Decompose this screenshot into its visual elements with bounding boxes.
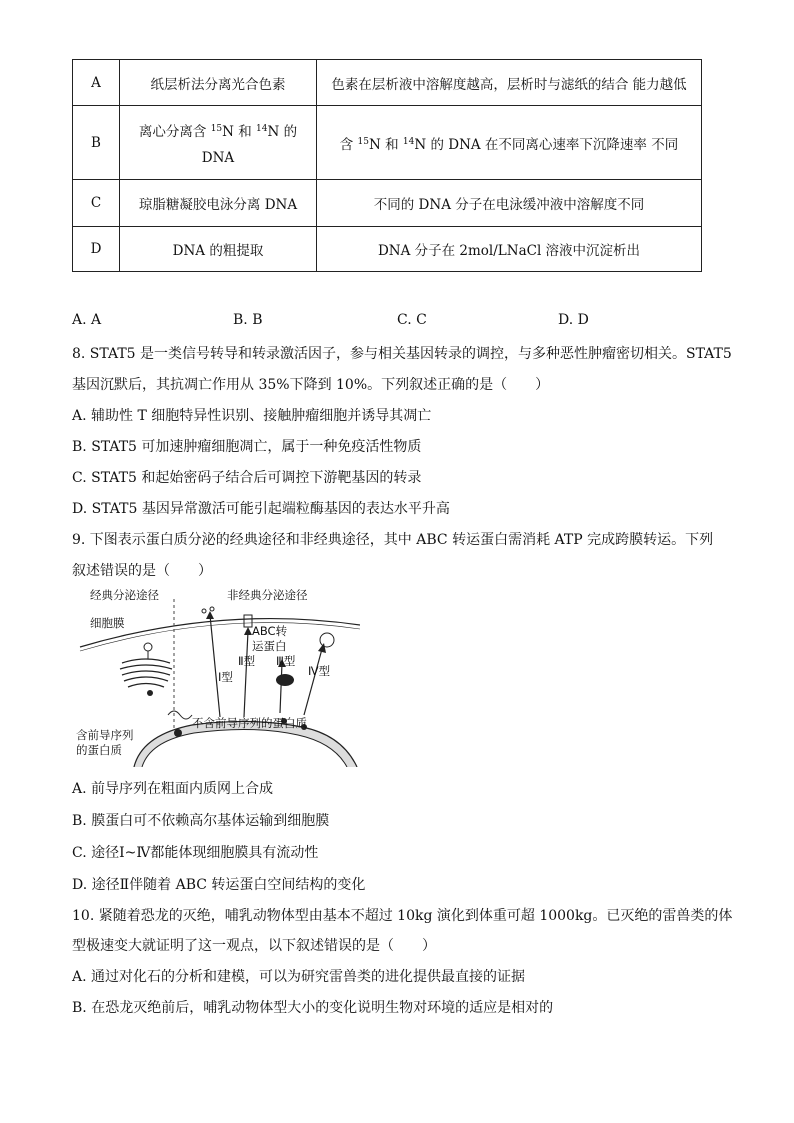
label-abc1: ABC转: [252, 624, 288, 638]
label-type1: Ⅰ型: [218, 670, 233, 684]
table-row: [73, 180, 702, 227]
label-type3: Ⅲ型: [276, 654, 296, 668]
q7-option-b[interactable]: B. B: [233, 312, 263, 328]
label-nonclassic: 非经典分泌途径: [227, 588, 308, 602]
q8-option-c[interactable]: C. STAT5 和起始密码子结合后可调控下游靶基因的转录: [72, 470, 422, 486]
q9-stem-line1: 9. 下图表示蛋白质分泌的经典途径和非经典途径，其中 ABC 转运蛋白需消耗 ATP 完成跨膜转运。下列: [72, 532, 714, 548]
path-type2-arrow: [244, 631, 248, 717]
path-type4-arrow: [304, 649, 322, 715]
row-letter: B: [73, 106, 120, 180]
row-letter: C: [73, 180, 120, 227]
q8-option-a[interactable]: A. 辅助性 T 细胞特异性识别、接触肿瘤细胞并诱导其凋亡: [72, 408, 432, 424]
label-classic: 经典分泌途径: [90, 588, 159, 602]
label-with-signal-1: 含前导序列: [76, 728, 134, 742]
q10-option-b[interactable]: B. 在恐龙灭绝前后，哺乳动物体型大小的变化说明生物对环境的适应是相对的: [72, 1000, 554, 1016]
row-principle: 含 $^{15}$N 和 $^{14}$N 的 DNA 在不同离心速率下沉降速率 不同: [317, 106, 702, 180]
q9-stem-line2: 叙述错误的是（ ）: [72, 563, 212, 579]
q7-option-d[interactable]: D. D: [558, 312, 589, 328]
q8-stem-line2: 基因沉默后，其抗凋亡作用从 35%下降到 10%。下列叙述正确的是（ ）: [72, 377, 550, 393]
row-method: 纸层析法分离光合色素: [120, 60, 317, 106]
q8-stem-line1: 8. STAT5 是一类信号转导和转录激活因子，参与相关基因转录的调控，与多种恶性肿瘤密切相关。STAT5: [72, 346, 732, 362]
q9-option-d[interactable]: D. 途径Ⅱ伴随着 ABC 转运蛋白空间结构的变化: [72, 877, 366, 893]
label-type4: Ⅳ型: [308, 664, 331, 678]
q8-option-b[interactable]: B. STAT5 可加速肿瘤细胞凋亡，属于一种免疫活性物质: [72, 439, 422, 455]
q9-option-a[interactable]: A. 前导序列在粗面内质网上合成: [72, 781, 274, 797]
path-type1-arrow: [210, 615, 220, 717]
table-row: [73, 227, 702, 272]
row-method: DNA 的粗提取: [120, 227, 317, 272]
table-row: [73, 106, 702, 180]
label-membrane: 细胞膜: [90, 616, 125, 630]
table-row: [73, 60, 702, 106]
secretion-pathway-figure: [72, 585, 360, 767]
options-table: [72, 59, 702, 272]
q7-option-c[interactable]: C. C: [397, 312, 427, 328]
q10-stem-line2: 型极速变大就证明了这一观点，以下叙述错误的是（ ）: [72, 938, 436, 954]
q10-option-a[interactable]: A. 通过对化石的分析和建模，可以为研究雷兽类的进化提供最直接的证据: [72, 969, 526, 985]
row-principle: 色素在层析液中溶解度越高，层析时与滤纸的结合 能力越低: [317, 60, 702, 106]
golgi-apparatus: [120, 659, 172, 687]
row-principle: 不同的 DNA 分子在电泳缓冲液中溶解度不同: [317, 180, 702, 227]
row-letter: A: [73, 60, 120, 106]
path-type3-arrow: [280, 663, 282, 713]
label-abc2: 运蛋白: [252, 639, 287, 653]
q9-option-c[interactable]: C. 途径Ⅰ~Ⅳ都能体现细胞膜具有流动性: [72, 845, 319, 861]
row-method: 离心分离含 $^{15}$N 和 $^{14}$N 的 DNA: [120, 106, 317, 180]
q8-option-d[interactable]: D. STAT5 基因异常激活可能引起端粒酶基因的表达水平升高: [72, 501, 450, 517]
row-method: 琼脂糖凝胶电泳分离 DNA: [120, 180, 317, 227]
label-with-signal-2: 的蛋白质: [76, 743, 122, 757]
row-principle: DNA 分子在 2mol/LNaCl 溶液中沉淀析出: [317, 227, 702, 272]
label-no-signal: 不含前导序列的蛋白质: [192, 716, 307, 730]
q7-option-a[interactable]: A. A: [72, 312, 102, 328]
label-type2: Ⅱ型: [238, 654, 256, 668]
q10-stem-line1: 10. 紧随着恐龙的灭绝，哺乳动物体型由基本不超过 10kg 演化到体重可超 1000kg。已灭绝的雷兽类的体: [72, 908, 733, 924]
row-letter: D: [73, 227, 120, 272]
q9-option-b[interactable]: B. 膜蛋白可不依赖高尔基体运输到细胞膜: [72, 813, 330, 829]
